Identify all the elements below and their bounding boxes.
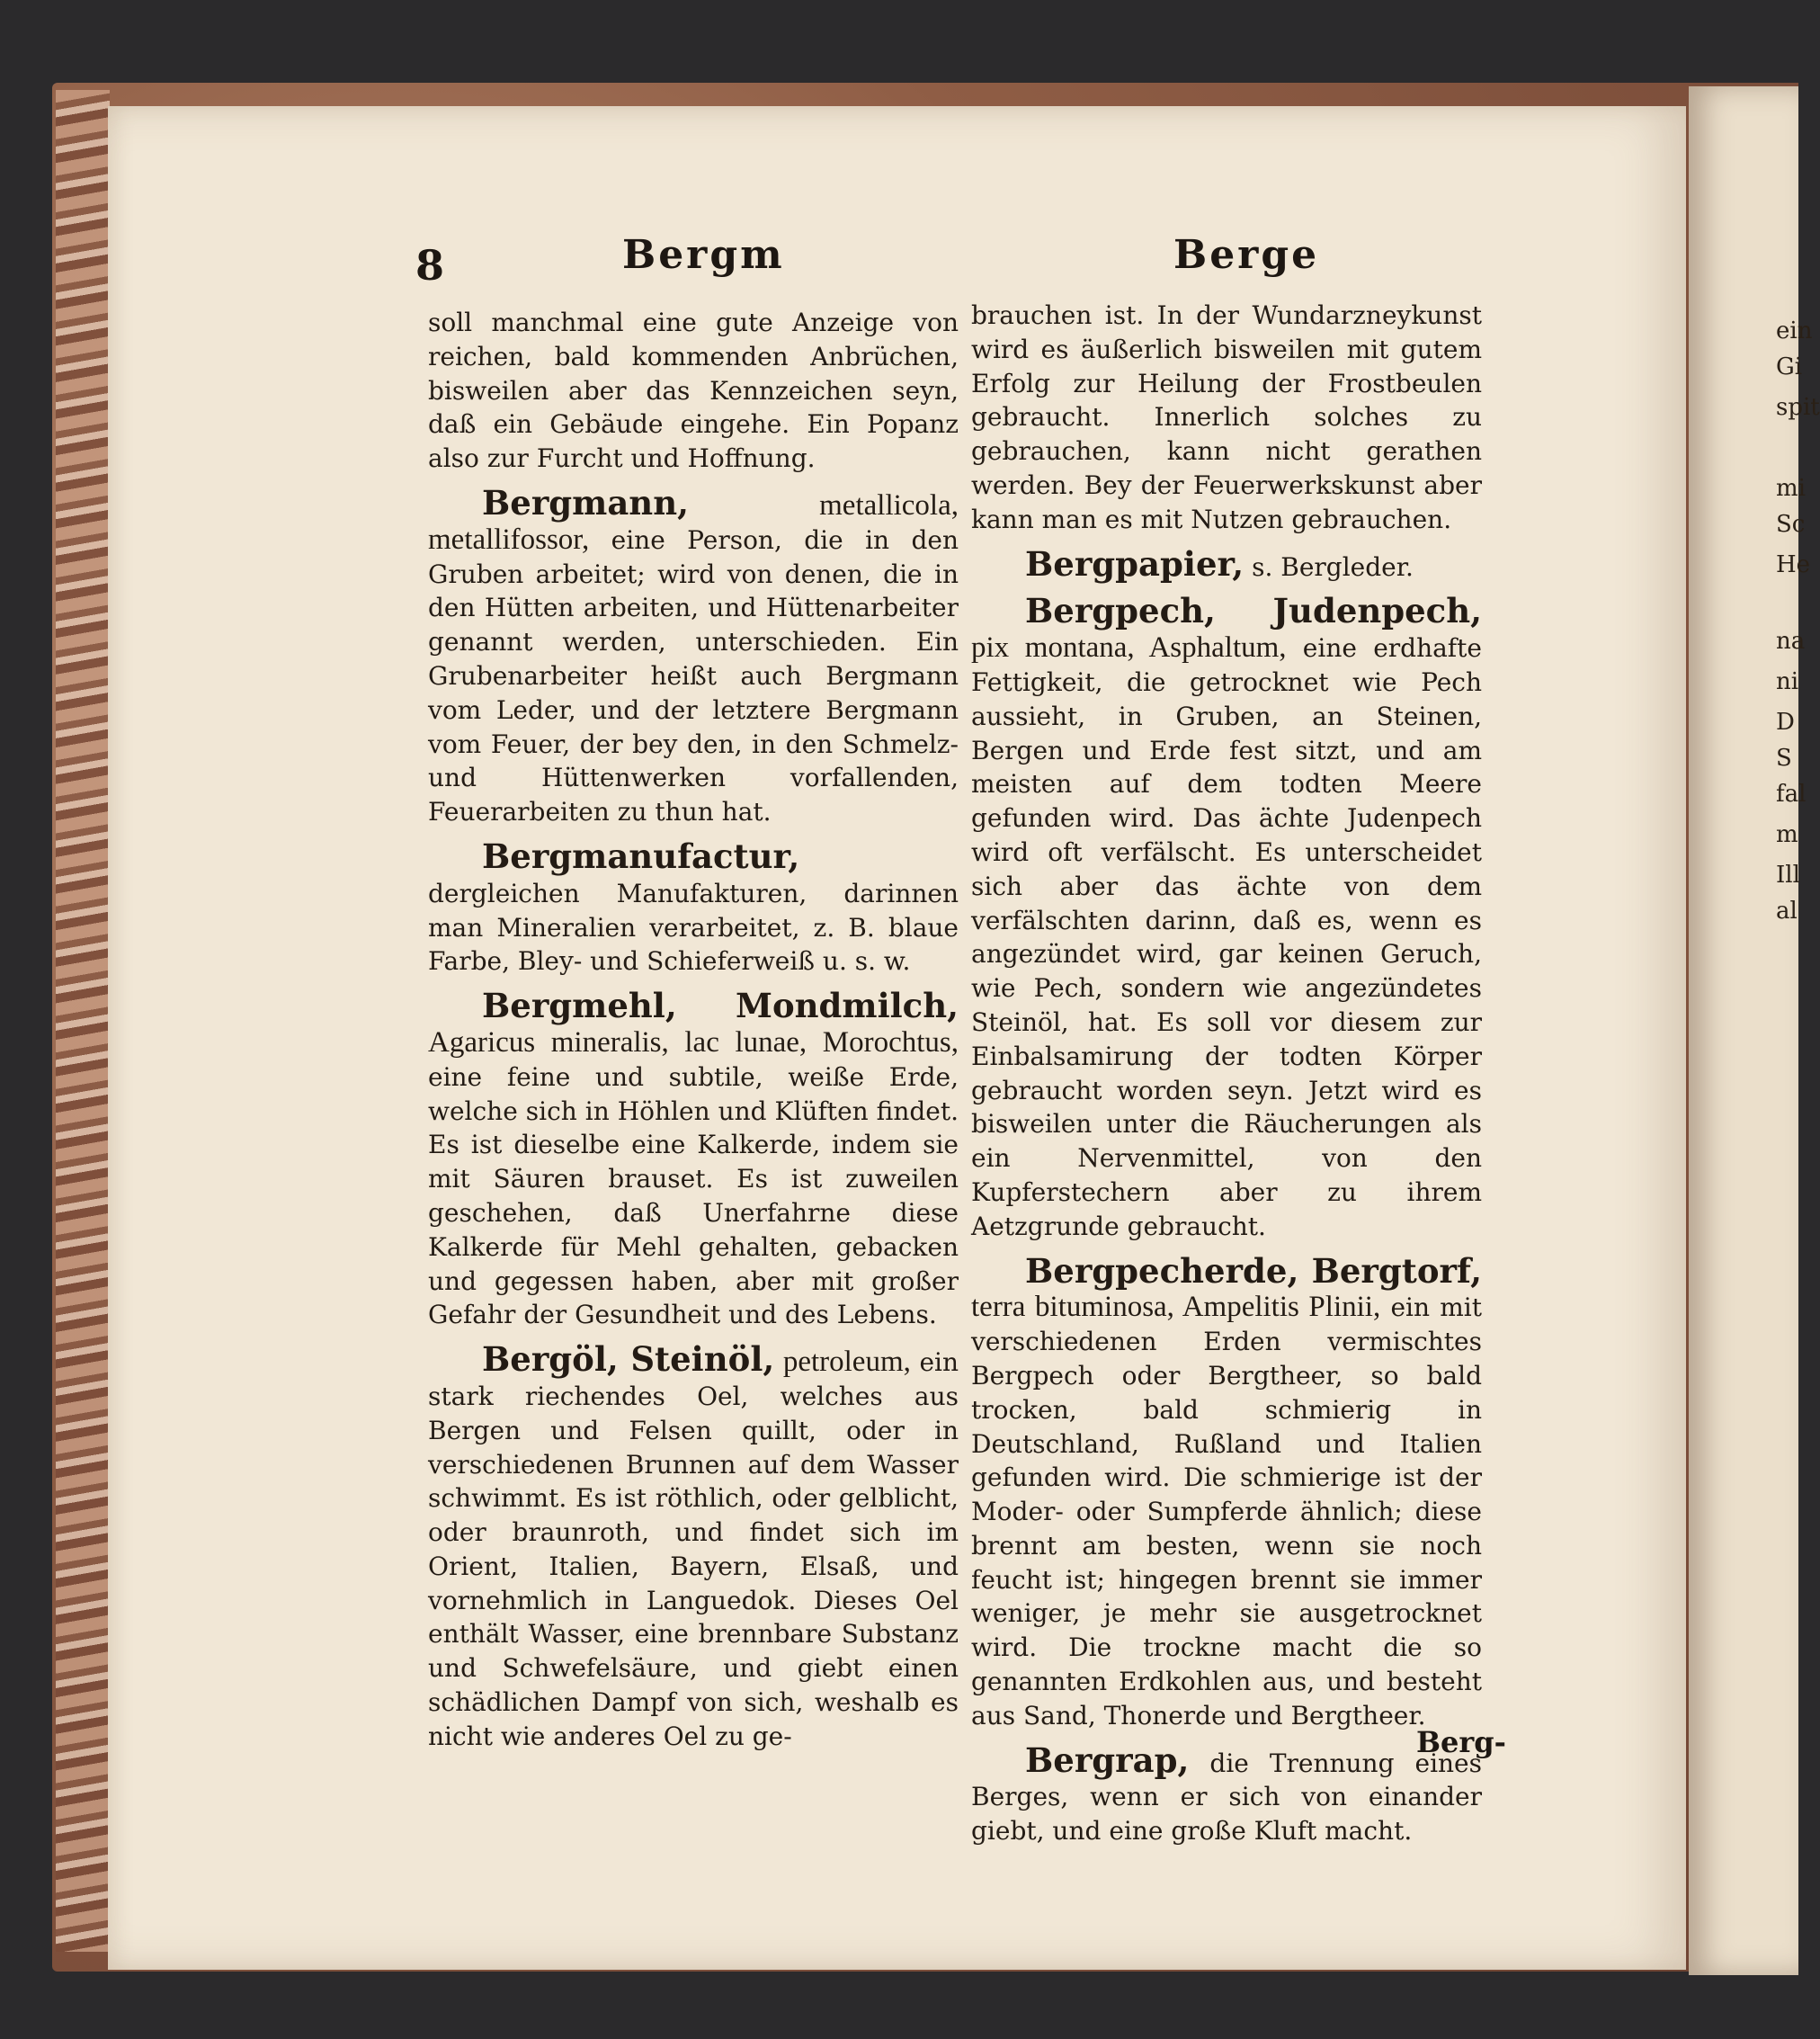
facing-page-fragment: ein xyxy=(1776,317,1813,344)
facing-page-fragment: S xyxy=(1776,745,1792,772)
entry-text: eine Person, die in den Gruben arbeitet; wird von denen, die in den Hütten arbeiten, und Hüttenarbeiter genannt werden, unterschieden. Ein Grubenarbeiter heißt auch Bergmann vom Leder, und der letztere Bergmann vom Feuer, der bey den, in den Schmelz- und Hüttenwerken vorfallenden, Feuerarbeiten zu thun hat. xyxy=(428,524,959,827)
entry-bergmanufactur xyxy=(428,836,959,979)
headword: Bergmann, xyxy=(482,482,689,523)
running-header-left: Bergm xyxy=(622,232,785,278)
headword: Bergpech, Judenpech, xyxy=(1025,591,1482,631)
entry-bergoel xyxy=(428,1339,959,1754)
facing-page-fragment: spit xyxy=(1776,394,1820,421)
entry-text: eine erdhafte Fettigkeit, die getrocknet wie Pech aussieht, in Gruben, an Steinen, Bergen und Erde fest sitzt, und am meisten auf dem todten Meere gefunden wird. Das ächte Judenpech wird oft verfälscht. Es unterscheidet sich aber das ächte von dem verfälschten darinn, daß es, wenn es angezündet wird, gar keinen Geruch, wie Pech, sondern wie angezündetes Steinöl, hat. Es soll vor diesem zur Einbalsamirung der todten Körper gebraucht worden seyn. Jetzt wird es bisweilen unter die Räucherungen als ein Nervenmittel, von den Kupferstechern aber zu ihrem Aetzgrunde gebraucht. xyxy=(971,633,1482,1241)
entry-text: dergleichen Manufakturen, darinnen man Mineralien verarbeitet, z. B. blaue Farbe, Bley- und Schieferweiß u. s. w. xyxy=(428,878,959,977)
entry-bergmann xyxy=(428,482,959,829)
left-column xyxy=(428,306,959,1765)
latin-term: Agaricus mineralis, lac lunae, Morochtus, xyxy=(428,1025,959,1059)
headword: Bergrap, xyxy=(1025,1739,1190,1780)
headword: Bergpapier, xyxy=(1025,543,1245,584)
entry-text: die Trennung eines Berges, wenn er sich von einander giebt, und eine große Kluft macht. xyxy=(971,1748,1482,1847)
entry-text: ein mit verschiedenen Erden vermischtes Bergpech oder Bergtheer, so bald trocken, bald schmierig in Deutschland, Rußland und Italien gefunden wird. Die schmierige ist der Moder- oder Sumpferde ähnlich; diese brennt am besten, wenn sie noch feucht ist; hingegen brennt sie immer weniger, je mehr sie ausgetrocknet wird. Die trockne macht die so genannten Erdkohlen aus, und besteht aus Sand, Thonerde und Bergtheer. xyxy=(971,1292,1482,1730)
marbled-cover-edge xyxy=(56,90,110,1952)
entry-bergrap xyxy=(971,1739,1482,1848)
entry-text: eine feine und subtile, weiße Erde, welche sich in Höhlen und Klüften findet. Es ist dieselbe eine Kalkerde, indem sie mit Säuren brauset. Es ist zuweilen geschehen, daß Unerfahrne diese Kalkerde für Mehl gehalten, gebacken und gegessen haben, aber mit großer Gefahr der Gesundheit und des Lebens. xyxy=(428,1061,959,1330)
running-header-right: Berge xyxy=(1173,232,1320,278)
facing-page-fragment: fal xyxy=(1776,781,1807,808)
facing-page-fragment: Ill xyxy=(1776,862,1800,889)
facing-page-fragment: m xyxy=(1776,821,1798,848)
facing-page-fragment: mi xyxy=(1776,475,1806,502)
entry-bergpapier xyxy=(971,543,1482,585)
entry-text: s. Bergleder. xyxy=(1252,551,1414,582)
facing-page-fragment: He xyxy=(1776,551,1811,578)
facing-page-fragment: D xyxy=(1776,709,1795,736)
entry-bergmehl xyxy=(428,986,959,1332)
right-column xyxy=(971,299,1482,1859)
latin-term: pix montana, Asphaltum, xyxy=(971,631,1287,665)
latin-term: terra bituminosa, Ampelitis Plinii, xyxy=(971,1291,1381,1324)
headword: Bergpecherde, Bergtorf, xyxy=(1025,1250,1482,1291)
facing-page-fragment: ni xyxy=(1776,668,1799,695)
entry-bergpech xyxy=(971,591,1482,1243)
facing-page-fragment: Gi xyxy=(1776,353,1803,380)
headword: Bergöl, Steinöl, xyxy=(482,1339,775,1380)
catchword: Berg- xyxy=(1416,1725,1506,1759)
paragraph: soll manchmal eine gute Anzeige von reichen, bald kommenden Anbrüchen, bisweilen aber das Kennzeichen seyn, daß ein Gebäude eingehe. Ein Popanz also zur Furcht und Hoffnung. xyxy=(428,308,959,474)
latin-term: petroleum, xyxy=(782,1346,911,1379)
facing-page-fragment: na xyxy=(1776,628,1806,655)
paragraph: brauchen ist. In der Wundarzneykunst wird es äußerlich bisweilen mit gutem Erfolg zur Heilung der Frostbeulen gebraucht. Innerlich solches zu gebrauchen, kann nicht gerathen werden. Bey der Feuerwerkskunst aber kann man es mit Nutzen gebrauchen. xyxy=(971,300,1482,534)
facing-page-fragment: Sc xyxy=(1776,511,1806,538)
headword: Bergmehl, Mondmilch, xyxy=(482,986,959,1026)
headword: Bergmanufactur, xyxy=(482,836,800,876)
facing-page-fragment: al xyxy=(1776,898,1798,925)
latin-term: metallicola, metallifossor, xyxy=(428,488,959,556)
entry-bergpecherde xyxy=(971,1250,1482,1733)
page-number: 8 xyxy=(415,241,445,290)
entry-text: ein stark riechendes Oel, welches aus Bergen und Felsen quillt, oder in verschiedenen Brunnen auf dem Wasser schwimmt. Es ist röthlich, oder gelblicht, oder braunroth, und findet sich im Orient, Italien, Bayern, Elsaß, und vornehmlich in Languedok. Dieses Oel enthält Wasser, eine brennbare Substanz und Schwefelsäure, und giebt einen schädlichen Dampf von sich, weshalb es nicht wie anderes Oel zu ge- xyxy=(428,1347,959,1751)
